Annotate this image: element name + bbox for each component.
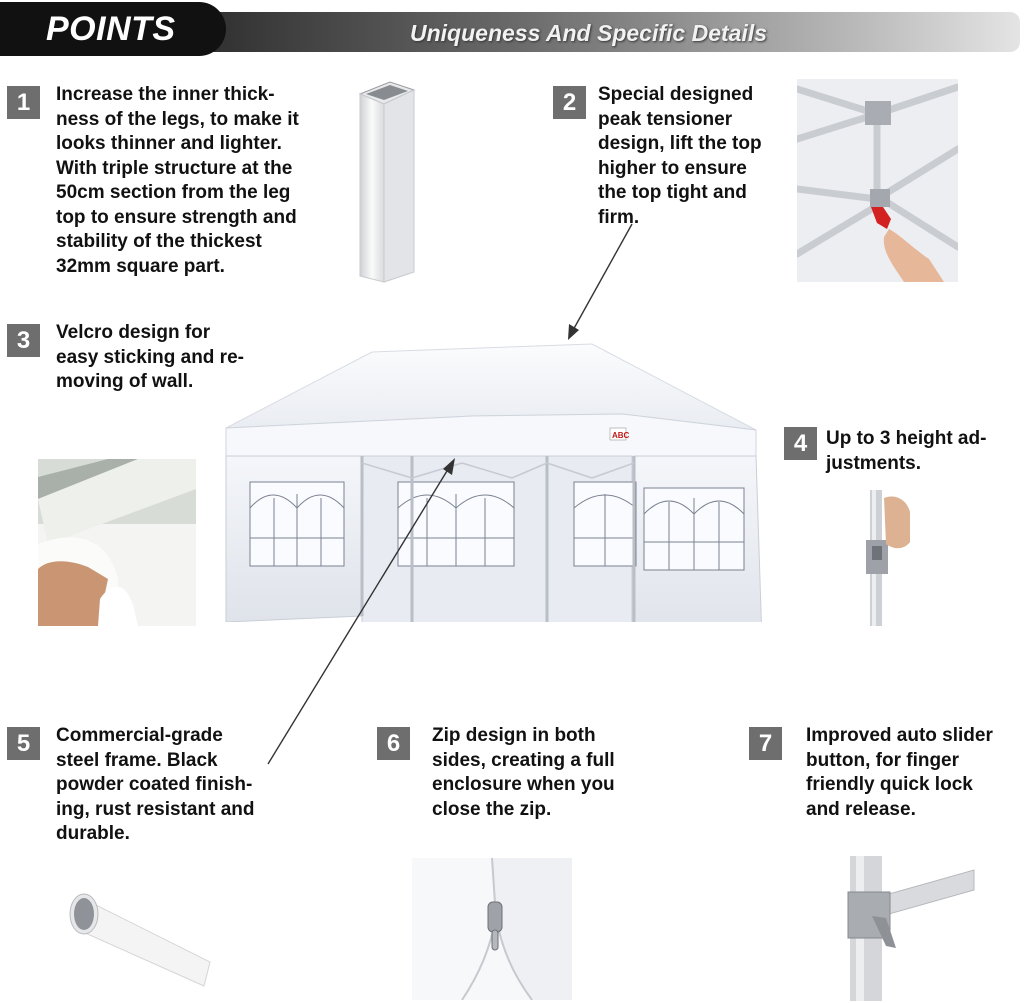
arrow-to-frame: [262, 450, 462, 770]
height-adjust-image: [858, 490, 914, 626]
arrow-to-peak: [560, 220, 640, 345]
point-1-number: 1: [7, 86, 40, 119]
point-1-line: stability of the thickest: [56, 231, 262, 252]
subtitle-text: Uniqueness And Specific Details: [410, 20, 768, 46]
point-5-line: powder coated finish-: [56, 774, 253, 795]
point-6-text: [432, 724, 615, 822]
point-5-text: [56, 724, 254, 847]
point-7-line: Improved auto slider: [806, 725, 993, 746]
point-7-line: and release.: [806, 798, 916, 820]
point-5-line: ing, rust resistant and: [56, 798, 255, 820]
zipper-image: [412, 858, 572, 1000]
point-7-line: button, for finger: [806, 749, 960, 771]
square-leg-tube-image: [356, 80, 418, 284]
point-6-line: close the zip.: [432, 798, 552, 820]
point-2-line: the top tight and: [598, 182, 747, 203]
point-4-number: 4: [784, 427, 817, 460]
point-5-line: durable.: [56, 823, 130, 844]
point-2-line: higher to ensure: [598, 157, 747, 179]
point-2-line: Special designed: [598, 84, 754, 105]
point-2-line: firm.: [598, 206, 640, 228]
point-7-line: friendly quick lock: [806, 774, 973, 795]
slider-button-image: [846, 856, 976, 1001]
point-1-line: 32mm square part.: [56, 255, 225, 277]
points-title: POINTS: [0, 2, 226, 56]
point-4-text: [826, 427, 986, 476]
point-1-text: [56, 83, 299, 279]
point-1-line: Increase the inner thick-: [56, 84, 275, 105]
point-6-line: Zip design in both: [432, 725, 596, 746]
point-3-text: [56, 321, 244, 395]
point-4-line: Up to 3 height ad-: [826, 428, 987, 449]
oval-steel-tube-image: [64, 890, 214, 990]
point-7-text: [806, 724, 993, 822]
point-5-line: Commercial-grade: [56, 725, 223, 746]
point-5-line: steel frame. Black: [56, 749, 218, 771]
point-1-line: With triple structure at the: [56, 157, 293, 179]
header-banner: [0, 0, 1024, 62]
point-5-number: 5: [7, 727, 40, 760]
point-1-line: ness of the legs, to make it: [56, 108, 299, 130]
point-2-line: peak tensioner: [598, 108, 733, 130]
point-1-line: looks thinner and lighter.: [56, 133, 282, 154]
point-4-line: justments.: [826, 452, 922, 474]
point-7-number: 7: [749, 727, 782, 760]
point-3-number: 3: [7, 324, 40, 357]
point-6-line: sides, creating a full: [432, 749, 615, 771]
velcro-wall-image: [38, 459, 196, 626]
point-3-line: Velcro design for: [56, 322, 211, 343]
point-1-line: top to ensure strength and: [56, 206, 297, 228]
tent-logo: ABC: [612, 431, 630, 440]
point-2-line: design, lift the top: [598, 133, 762, 154]
point-3-line: moving of wall.: [56, 371, 194, 392]
point-6-number: 6: [377, 727, 410, 760]
point-6-line: enclosure when you: [432, 774, 615, 795]
point-2-number: 2: [553, 86, 586, 119]
point-1-line: 50cm section from the leg: [56, 182, 291, 203]
peak-tensioner-image: [797, 79, 958, 282]
point-3-line: easy sticking and re-: [56, 346, 244, 368]
point-2-text: [598, 83, 762, 230]
